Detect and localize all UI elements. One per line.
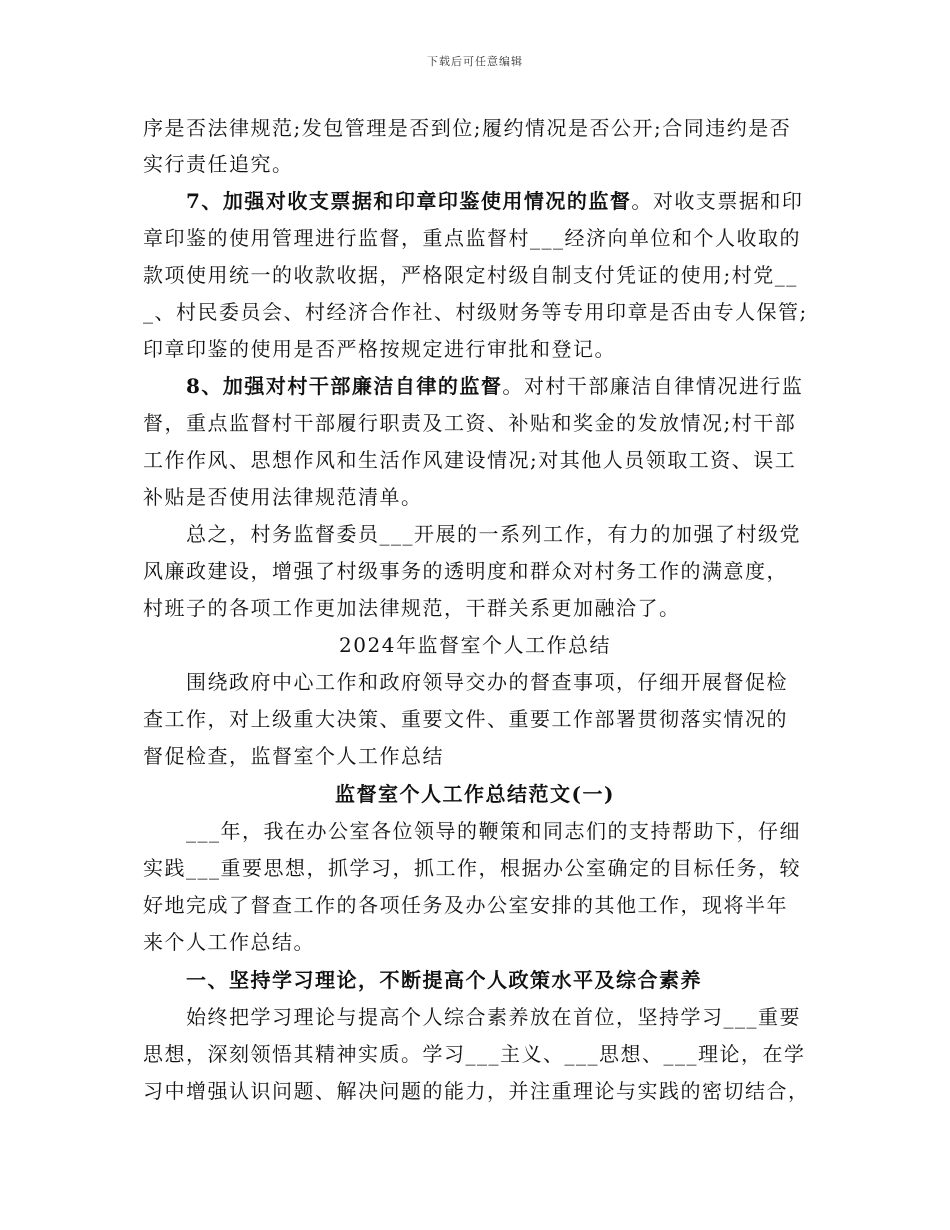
paragraph-line: 补贴是否使用法律规范清单。	[143, 485, 423, 509]
paragraph-line: 好地完成了督查工作的各项任务及办公室安排的其他工作，现将半年	[143, 893, 788, 917]
paragraph-line: ___年，我在办公室各位领导的鞭策和同志们的支持帮助下，仔细	[186, 819, 801, 843]
paragraph-line: 习中增强认识问题、解决问题的能力，并注重理论与实践的密切结合，	[143, 1079, 810, 1103]
paragraph-line: 村班子的各项工作更加法律规范，干群关系更加融洽了。	[143, 596, 681, 620]
page-header: 下载后可任意编辑	[427, 55, 523, 68]
item-heading: 7、加强对收支票据和印章印鉴使用情况的监督	[186, 189, 632, 213]
paragraph-line: 序是否法律规范;发包管理是否到位;履约情况是否公开;合同违约是否	[143, 116, 792, 140]
paragraph-line: _、村民委员会、村经济合作社、村级财务等专用印章是否由专人保管;	[143, 300, 808, 324]
paragraph-line: 工作作风、思想作风和生活作风建设情况;对其他人员领取工资、误工	[143, 448, 797, 472]
section-title: 2024年监督室个人工作总结	[339, 633, 611, 657]
paragraph-line: 督，重点监督村干部履行职责及工资、补贴和奖金的发放情况;村干部	[143, 411, 797, 435]
paragraph-line: 来个人工作总结。	[143, 930, 315, 954]
paragraph-line: 风廉政建设，增强了村级事务的透明度和群众对村务工作的满意度，	[143, 559, 788, 583]
paragraph-line	[186, 187, 803, 215]
paragraph-text: 。对收支票据和印	[631, 189, 804, 213]
paragraph-line: 围绕政府中心工作和政府领导交办的督查事项，仔细开展督促检	[186, 670, 788, 694]
paragraph-line: 实行责任追究。	[143, 152, 294, 176]
paragraph-line: 思想，深刻领悟其精神实质。学习___主义、___思想、___理论，在学	[143, 1042, 806, 1066]
paragraph-line: 始终把学习理论与提高个人综合素养放在首位，坚持学习___重要	[186, 1005, 801, 1029]
paragraph-line: 实践___重要思想，抓学习，抓工作，根据办公室确定的目标任务，较	[143, 856, 801, 880]
paragraph-line: 查工作，对上级重大决策、重要文件、重要工作部署贯彻落实情况的	[143, 707, 788, 731]
paragraph-line: 督促检查，监督室个人工作总结	[143, 744, 444, 768]
paragraph-line	[186, 372, 803, 400]
section-heading: 一、坚持学习理论，不断提高个人政策水平及综合素养	[186, 968, 702, 992]
section-title: 监督室个人工作总结范文(一)	[335, 782, 615, 806]
paragraph-line: 印章印鉴的使用是否严格按规定进行审批和登记。	[143, 337, 616, 361]
paragraph-text: 。对村干部廉洁自律情况进行监	[502, 374, 804, 398]
paragraph-line: 章印鉴的使用管理进行监督，重点监督村___经济向单位和个人收取的	[143, 226, 801, 250]
paragraph-line: 款项使用统一的收款收据，严格限定村级自制支付凭证的使用;村党__	[143, 263, 798, 287]
paragraph-line: 总之，村务监督委员___开展的一系列工作，有力的加强了村级党	[186, 522, 801, 546]
item-heading: 8、加强对村干部廉洁自律的监督	[186, 374, 503, 398]
